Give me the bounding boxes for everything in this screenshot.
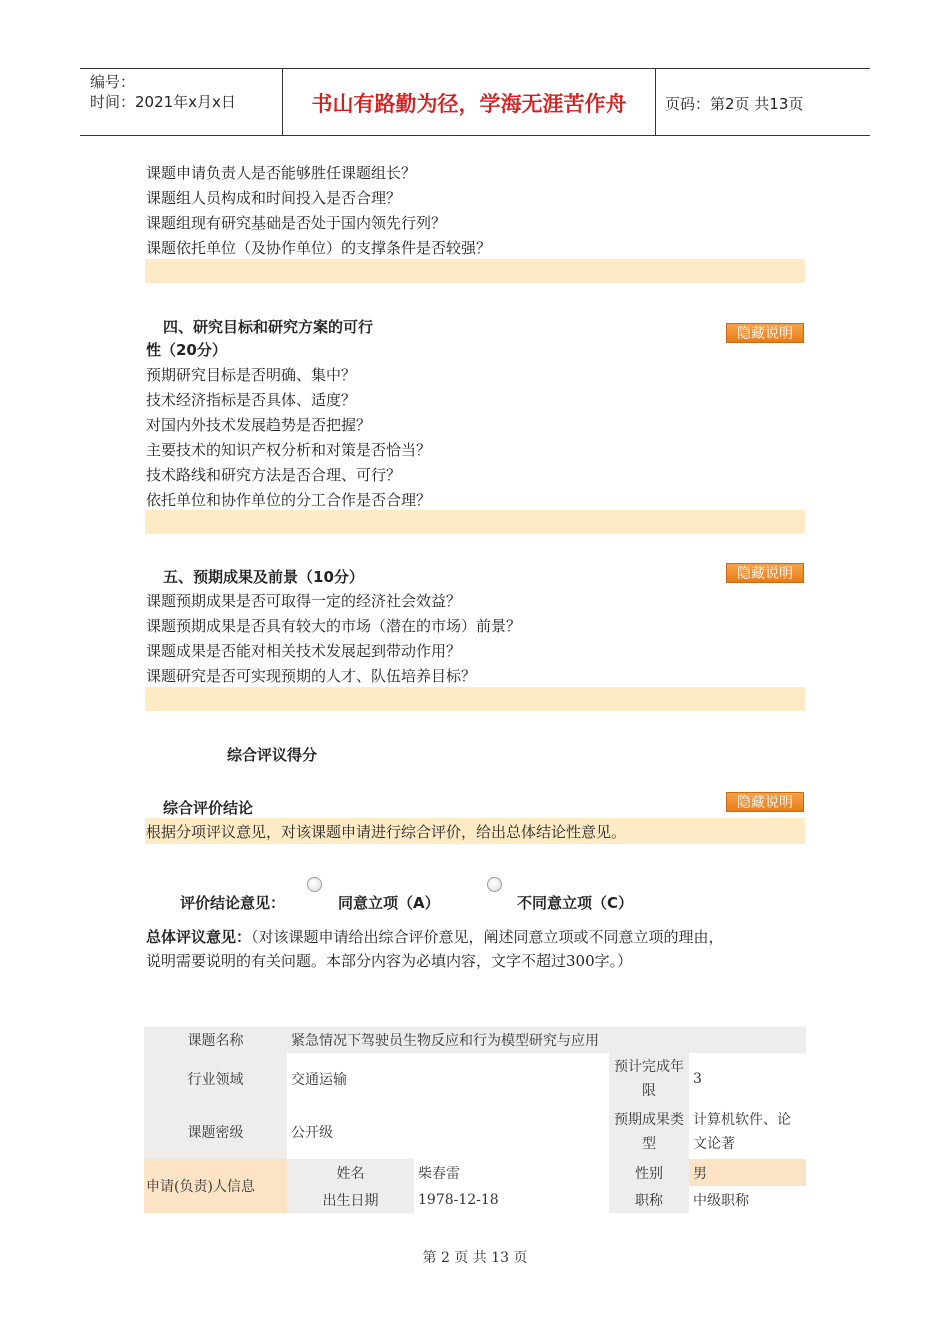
criteria-line: 依托单位和协作单位的分工合作是否合理？ <box>146 491 432 509</box>
time-label: 时间：2021年x月x日 <box>90 93 236 111</box>
birth-value: 1978-12-18 <box>414 1186 609 1213</box>
header-bottom-line <box>80 135 870 136</box>
criteria-line: 主要技术的知识产权分析和对策是否恰当？ <box>146 441 432 459</box>
overall-opinion-line2: 说明需要说明的有关问题。本部分内容为必填内容，文字不超过300字。） <box>146 952 633 970</box>
header-divider-2 <box>655 68 656 136</box>
criteria-line: 课题依托单位（及协作单位）的支撑条件是否较强？ <box>146 239 492 257</box>
option-disagree-label[interactable]: 不同意立项（C） <box>517 894 634 912</box>
criteria-line: 课题组现有研究基础是否处于国内领先行列？ <box>146 214 447 232</box>
industry-value: 交通运输 <box>287 1053 609 1105</box>
criteria-line: 技术路线和研究方法是否合理、可行？ <box>146 466 402 484</box>
criteria-line: 课题申请负责人是否能够胜任课题组长？ <box>146 164 417 182</box>
hide-description-button[interactable]: 隐藏说明 <box>726 792 804 812</box>
criteria-line: 课题组人员构成和时间投入是否合理？ <box>146 189 402 207</box>
gender-value: 男 <box>689 1159 806 1186</box>
radio-disagree[interactable] <box>487 877 502 892</box>
conclusion-title: 综合评价结论 <box>163 799 254 817</box>
header-top-line <box>80 68 870 69</box>
section4-title: 四、研究目标和研究方案的可行 <box>163 318 374 336</box>
criteria-line: 预期研究目标是否明确、集中？ <box>146 366 357 384</box>
industry-label: 行业领域 <box>144 1053 287 1105</box>
radio-agree[interactable] <box>307 877 322 892</box>
title-label: 职称 <box>609 1186 689 1213</box>
outcome-label: 预期成果类型 <box>609 1105 689 1159</box>
title-value: 中级职称 <box>689 1186 806 1213</box>
hide-description-button[interactable]: 隐藏说明 <box>726 563 804 583</box>
opinion-label: 评价结论意见： <box>180 894 286 912</box>
outcome-value: 计算机软件、论文论著 <box>689 1105 806 1159</box>
name-value: 柴春雷 <box>414 1159 609 1186</box>
conclusion-note: 根据分项评议意见，对该课题申请进行综合评价，给出总体结论性意见。 <box>146 823 627 841</box>
composite-score-title: 综合评议得分 <box>227 746 318 764</box>
score-input-bar[interactable] <box>145 510 805 534</box>
header-left <box>90 72 236 112</box>
secrecy-label: 课题密级 <box>144 1105 287 1159</box>
years-value: 3 <box>689 1053 806 1105</box>
header-page-label: 页码：第2页 共13页 <box>665 95 804 113</box>
criteria-line: 课题预期成果是否可取得一定的经济社会效益？ <box>146 592 462 610</box>
criteria-line: 课题成果是否能对相关技术发展起到带动作用？ <box>146 642 462 660</box>
gender-label: 性别 <box>609 1159 689 1186</box>
page-footer: 第 2 页 共 13 页 <box>422 1250 528 1266</box>
name-label: 姓名 <box>287 1159 414 1186</box>
section5-title: 五、预期成果及前景（10分） <box>163 568 364 586</box>
criteria-line: 技术经济指标是否具体、适度？ <box>146 391 357 409</box>
project-name-label: 课题名称 <box>144 1027 287 1053</box>
years-label: 预计完成年限 <box>609 1053 689 1105</box>
score-input-bar[interactable] <box>145 259 805 283</box>
overall-opinion-label: 总体评议意见： <box>146 928 252 946</box>
code-label: 编号： <box>90 73 136 91</box>
header-motto: 书山有路勤为径，学海无涯苦作舟 <box>311 92 627 116</box>
overall-opinion-line1 <box>146 927 724 947</box>
secrecy-value: 公开级 <box>287 1105 609 1159</box>
criteria-line: 课题研究是否可实现预期的人才、队伍培养目标？ <box>146 667 477 685</box>
criteria-line: 对国内外技术发展趋势是否把握？ <box>146 416 372 434</box>
hide-description-button[interactable]: 隐藏说明 <box>726 323 804 343</box>
option-agree-label[interactable]: 同意立项（A） <box>338 894 440 912</box>
project-info-table <box>144 1027 806 1213</box>
criteria-line: 课题预期成果是否具有较大的市场（潜在的市场）前景？ <box>146 617 522 635</box>
project-name-value: 紧急情况下驾驶员生物反应和行为模型研究与应用 <box>287 1027 806 1053</box>
applicant-label: 申请(负责)人信息 <box>144 1159 287 1213</box>
birth-label: 出生日期 <box>287 1186 414 1213</box>
overall-opinion-text: （对该课题申请给出综合评价意见，阐述同意立项或不同意立项的理由， <box>251 928 724 946</box>
section4-title-cont: 性（20分） <box>146 341 227 359</box>
score-input-bar[interactable] <box>145 687 805 711</box>
